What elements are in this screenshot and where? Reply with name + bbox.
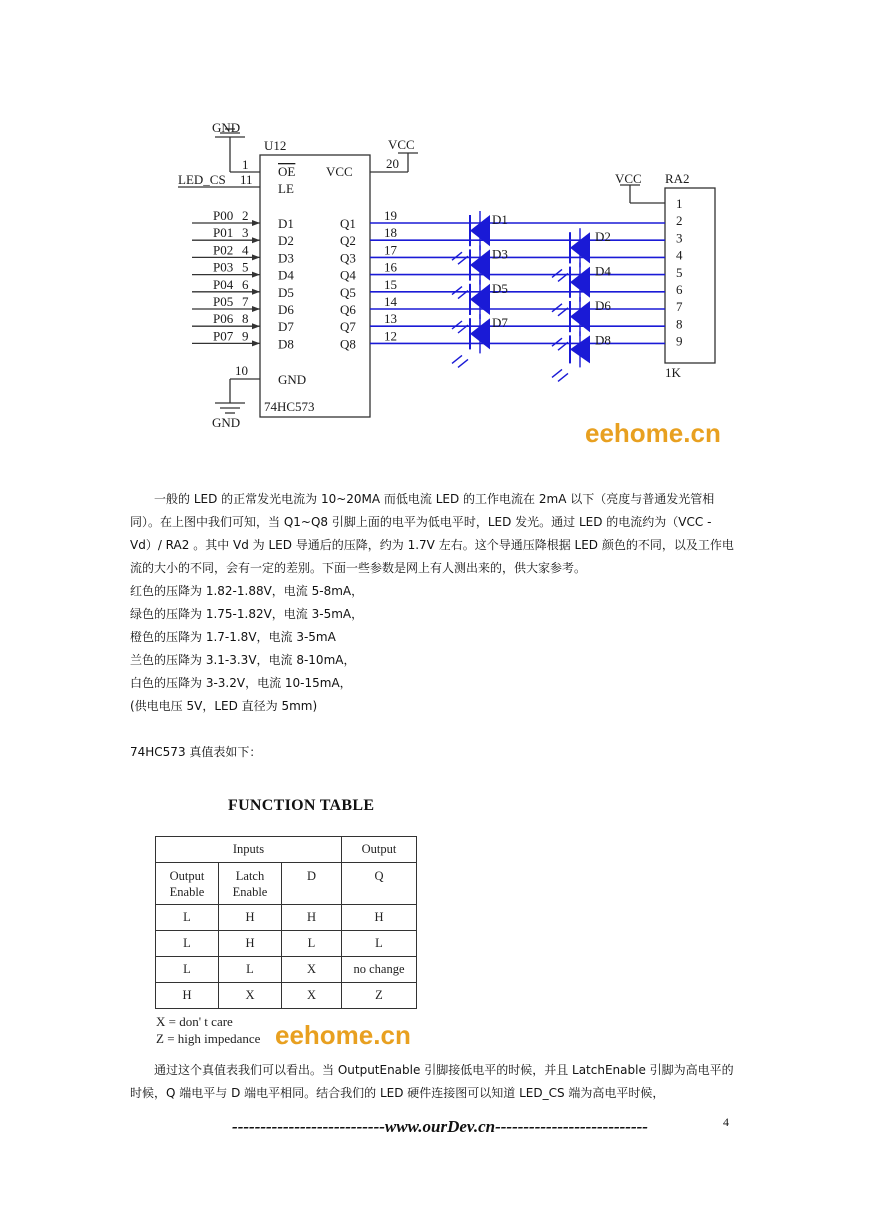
le-pin-number: 11 <box>240 172 253 187</box>
led-label: D7 <box>492 315 508 331</box>
gnd-top-label: GND <box>212 120 241 135</box>
input-pin-label: D7 <box>278 319 294 335</box>
led-emission-arrow <box>552 369 562 377</box>
input-pin-label: D1 <box>278 216 294 231</box>
input-net-label: P05 <box>213 294 234 309</box>
cell: H <box>219 931 282 957</box>
vcc-ra-label: VCC <box>615 171 642 186</box>
schematic-watermark: eehome.cn <box>585 418 721 448</box>
resistor-pin-number: 3 <box>676 230 683 246</box>
paragraph-led-current <box>130 488 742 580</box>
input-pin-label: D3 <box>278 250 294 266</box>
oe-label: OE <box>278 164 296 179</box>
list-item: (供电电压 5V，LED 直径为 5mm) <box>130 699 318 713</box>
input-net-label: P04 <box>213 276 234 292</box>
led-label: D4 <box>595 263 611 279</box>
led-emission-arrow <box>552 304 562 312</box>
input-pin-label: D4 <box>278 267 294 283</box>
chip-part-number: 74HC573 <box>264 399 315 414</box>
list-item: 绿色的压降为 1.75-1.82V，电流 3-5mA， <box>130 607 364 621</box>
led-schematic <box>160 115 760 455</box>
input-net-label: P03 <box>213 259 234 275</box>
input-pin-number: 9 <box>242 328 249 344</box>
function-table-title: FUNCTION TABLE <box>228 797 375 814</box>
cell: L <box>219 957 282 983</box>
led-label: D8 <box>595 332 611 348</box>
led-label: D3 <box>492 246 508 262</box>
input-arrow <box>252 272 260 278</box>
gnd-pin-number: 10 <box>235 363 248 378</box>
table-row <box>156 957 417 983</box>
table-watermark: eehome.cn <box>275 1020 411 1050</box>
header-inputs: Inputs <box>156 837 342 863</box>
note-high-impedance: Z = high impedance <box>156 1031 261 1046</box>
input-pin-number: 2 <box>242 208 249 223</box>
cell: X <box>219 983 282 1009</box>
led-label: D6 <box>595 298 611 313</box>
resistor-pin-number: 5 <box>676 264 683 280</box>
list-item: 兰色的压降为 3.1-3.3V，电流 8-10mA， <box>130 653 356 667</box>
input-arrow <box>252 340 260 346</box>
intro-text: 74HC573 真值表如下： <box>130 745 262 759</box>
input-pin-label: D5 <box>278 284 294 300</box>
table-row <box>156 905 417 931</box>
resistor-pin-number: 4 <box>676 247 683 263</box>
vcc-pin-number: 20 <box>386 156 399 171</box>
resistor-pin-number: 1 <box>676 196 683 211</box>
led-label: D2 <box>595 229 611 245</box>
page-number: 4 <box>723 1115 729 1129</box>
list-item: 橙色的压降为 1.7-1.8V，电流 3-5mA <box>130 630 336 644</box>
resistor-pin-number: 6 <box>676 282 683 297</box>
resistor-array-body <box>665 188 715 363</box>
led-emission-arrow <box>552 269 562 277</box>
resistor-pin-number: 2 <box>676 213 683 229</box>
truth-table-intro <box>130 741 742 764</box>
output-pin-number: 12 <box>384 328 397 344</box>
input-arrow <box>252 237 260 243</box>
list-item: 白色的压降为 3-3.2V，电流 10-15mA， <box>130 676 352 690</box>
input-pin-number: 8 <box>242 311 249 327</box>
led-emission-arrow <box>452 287 462 295</box>
led-emission-arrow <box>452 321 462 329</box>
vcc-pin-label: VCC <box>326 164 353 179</box>
paragraph-truth-table <box>130 1059 742 1105</box>
input-arrow <box>252 306 260 312</box>
output-pin-label: Q5 <box>340 284 356 300</box>
output-pin-label: Q6 <box>340 302 356 317</box>
footer-website: ---------------------------www.ourDev.cn--------------------------- <box>232 1117 648 1136</box>
vcc-chip-label: VCC <box>388 137 415 152</box>
led-cs-label: LED_CS <box>178 172 226 187</box>
output-pin-label: Q3 <box>340 250 356 266</box>
input-pin-number: 5 <box>242 259 249 275</box>
col-d: D <box>282 863 342 905</box>
output-pin-number: 17 <box>384 242 397 258</box>
input-pin-label: D2 <box>278 233 294 249</box>
cell: L <box>156 957 219 983</box>
paragraph-text: 一般的 LED 的正常发光电流为 10~20MA 而低电流 LED 的工作电流在 2mA 以下（亮度与普通发光管相同）。在上图中我们可知，当 Q1~Q8 引脚上面的电平为低电平时，LED 发光。通过 LED 的电流约为（VCC - Vd）/ RA2 。其中 Vd 为 LED 导通后的压降，约为 1.7V 左右。这个导通压降根据 LED 颜色的不同，以及工作电流的大小的不同，会有一定的差别。下面一些参数是网上有人测出来的，供大家参考。 <box>130 492 734 575</box>
header-output: Output <box>342 837 417 863</box>
cell: L <box>156 931 219 957</box>
cell: X <box>282 957 342 983</box>
led-emission-arrow <box>552 338 562 346</box>
output-pin-number: 14 <box>384 294 397 309</box>
input-pin-label: D8 <box>278 336 294 352</box>
led-label: D5 <box>492 280 508 296</box>
output-pin-number: 18 <box>384 225 397 241</box>
input-net-label: P06 <box>213 311 234 327</box>
led-voltage-list <box>130 580 742 718</box>
input-arrow <box>252 254 260 260</box>
ra-value: 1K <box>665 365 681 380</box>
cell: L <box>156 905 219 931</box>
input-pin-number: 3 <box>242 225 249 241</box>
input-arrow <box>252 323 260 329</box>
input-net-label: P07 <box>213 328 234 344</box>
resistor-pin-number: 8 <box>676 316 683 332</box>
ra-ref: RA2 <box>665 171 690 186</box>
cell: X <box>282 983 342 1009</box>
gnd-bottom-label: GND <box>212 415 241 430</box>
resistor-pin-number: 7 <box>676 299 683 315</box>
input-pin-number: 6 <box>242 276 249 292</box>
col-output-enable: Output Enable <box>156 863 219 905</box>
input-net-label: P02 <box>213 242 234 258</box>
output-pin-label: Q7 <box>340 319 356 335</box>
col-q: Q <box>342 863 417 905</box>
input-pin-label: D6 <box>278 302 294 317</box>
output-pin-label: Q8 <box>340 336 356 352</box>
cell: L <box>342 931 417 957</box>
output-pin-number: 13 <box>384 311 397 327</box>
paragraph-text: 通过这个真值表我们可以看出。当 OutputEnable 引脚接低电平的时候，并且 LatchEnable 引脚为高电平的时候，Q 端电平与 D 端电平相同。结合我们的 LED 硬件连接图可以知道 LED_CS 端为高电平时候， <box>130 1063 734 1100</box>
cell: H <box>156 983 219 1009</box>
output-pin-number: 15 <box>384 276 397 292</box>
output-pin-number: 19 <box>384 208 397 223</box>
cell: H <box>342 905 417 931</box>
cell: Z <box>342 983 417 1009</box>
note-dont-care: X = don' t care <box>156 1014 233 1029</box>
led-emission-arrow <box>452 355 462 363</box>
cell: H <box>219 905 282 931</box>
led-label: D1 <box>492 212 508 227</box>
cell: H <box>282 905 342 931</box>
led-emission-arrow <box>558 373 568 381</box>
function-table <box>155 836 417 1009</box>
gnd-pin-label: GND <box>278 372 307 387</box>
cell: no change <box>342 957 417 983</box>
input-arrow <box>252 220 260 226</box>
table-row <box>156 931 417 957</box>
table-row <box>156 983 417 1009</box>
input-net-label: P01 <box>213 225 234 241</box>
input-pin-number: 4 <box>242 242 249 258</box>
input-pin-number: 7 <box>242 294 249 309</box>
list-item: 红色的压降为 1.82-1.88V，电流 5-8mA， <box>130 584 364 598</box>
col-latch-enable: Latch Enable <box>219 863 282 905</box>
cell: L <box>282 931 342 957</box>
output-pin-label: Q4 <box>340 267 356 283</box>
output-pin-label: Q1 <box>340 216 356 231</box>
led-emission-arrow <box>452 252 462 260</box>
oe-pin-number: 1 <box>242 157 249 172</box>
function-table-notes <box>156 1013 260 1047</box>
le-label: LE <box>278 181 294 196</box>
chip-ref: U12 <box>264 138 287 153</box>
input-arrow <box>252 289 260 295</box>
led-emission-arrow <box>458 359 468 367</box>
input-net-label: P00 <box>213 208 234 223</box>
output-pin-label: Q2 <box>340 233 356 249</box>
output-pin-number: 16 <box>384 259 397 275</box>
resistor-pin-number: 9 <box>676 333 683 349</box>
